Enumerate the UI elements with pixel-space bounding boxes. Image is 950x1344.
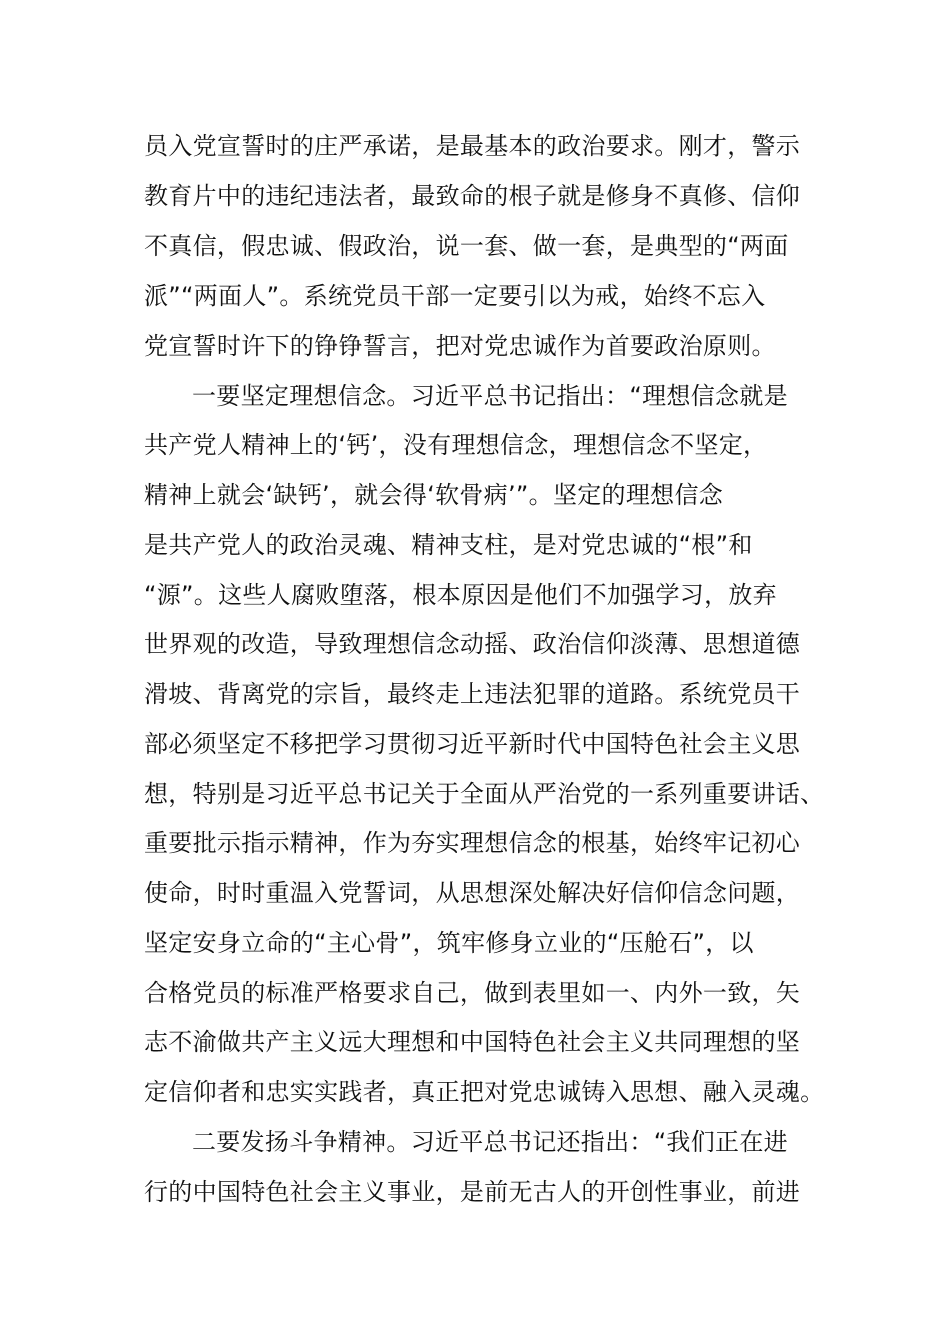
text-line: 部必须坚定不移把学习贯彻习近平新时代中国特色社会主义思 [144, 730, 801, 758]
text-line: 党宣誓时许下的铮铮誓言，把对党忠诚作为首要政治原则。 [144, 332, 776, 360]
text-line: 行的中国特色社会主义事业，是前无古人的开创性事业，前进 [144, 1178, 801, 1206]
text-line: 合格党员的标准严格要求自己，做到表里如一、内外一致，矢 [144, 979, 801, 1007]
text-line: “源”。这些人腐败堕落，根本原因是他们不加强学习，放弃 [144, 581, 777, 609]
text-line: 不真信，假忠诚、假政治，说一套、做一套，是典型的“两面 [144, 232, 789, 260]
text-line: 滑坡、背离党的宗旨，最终走上违法犯罪的道路。系统党员干 [144, 680, 801, 708]
text-line: 精神上就会‘缺钙’，就会得‘软骨病’”。坚定的理想信念 [144, 481, 724, 509]
text-line: 使命，时时重温入党誓词，从思想深处解决好信仰信念问题， [144, 879, 801, 907]
text-line: 共产党人精神上的‘钙’，没有理想信念，理想信念不坚定， [144, 431, 768, 459]
text-line: 员入党宣誓时的庄严承诺，是最基本的政治要求。刚才，警示 [144, 132, 801, 160]
text-line: 志不渝做共产主义远大理想和中国特色社会主义共同理想的坚 [144, 1028, 801, 1056]
paragraph-first-line: 二要发扬斗争精神。习近平总书记还指出：“我们正在进 [192, 1128, 788, 1156]
text-line: 想，特别是习近平总书记关于全面从严治党的一系列重要讲话、 [144, 780, 825, 808]
text-line: 派”“两面人”。系统党员干部一定要引以为戒，始终不忘入 [144, 282, 766, 310]
text-line: 重要批示指示精神，作为夯实理想信念的根基，始终牢记初心 [144, 829, 801, 857]
text-line: 是共产党人的政治灵魂、精神支柱，是对党忠诚的“根”和 [144, 531, 753, 559]
text-line: 世界观的改造，导致理想信念动摇、政治信仰淡薄、思想道德 [144, 630, 801, 658]
text-line: 教育片中的违纪违法者，最致命的根子就是修身不真修、信仰 [144, 182, 801, 210]
text-line: 坚定安身立命的“主心骨”，筑牢修身立业的“压舱石”，以 [144, 929, 754, 957]
text-line: 定信仰者和忠实实践者，真正把对党忠诚铸入思想、融入灵魂。 [144, 1078, 825, 1106]
paragraph-first-line: 一要坚定理想信念。习近平总书记指出：“理想信念就是 [192, 382, 788, 410]
